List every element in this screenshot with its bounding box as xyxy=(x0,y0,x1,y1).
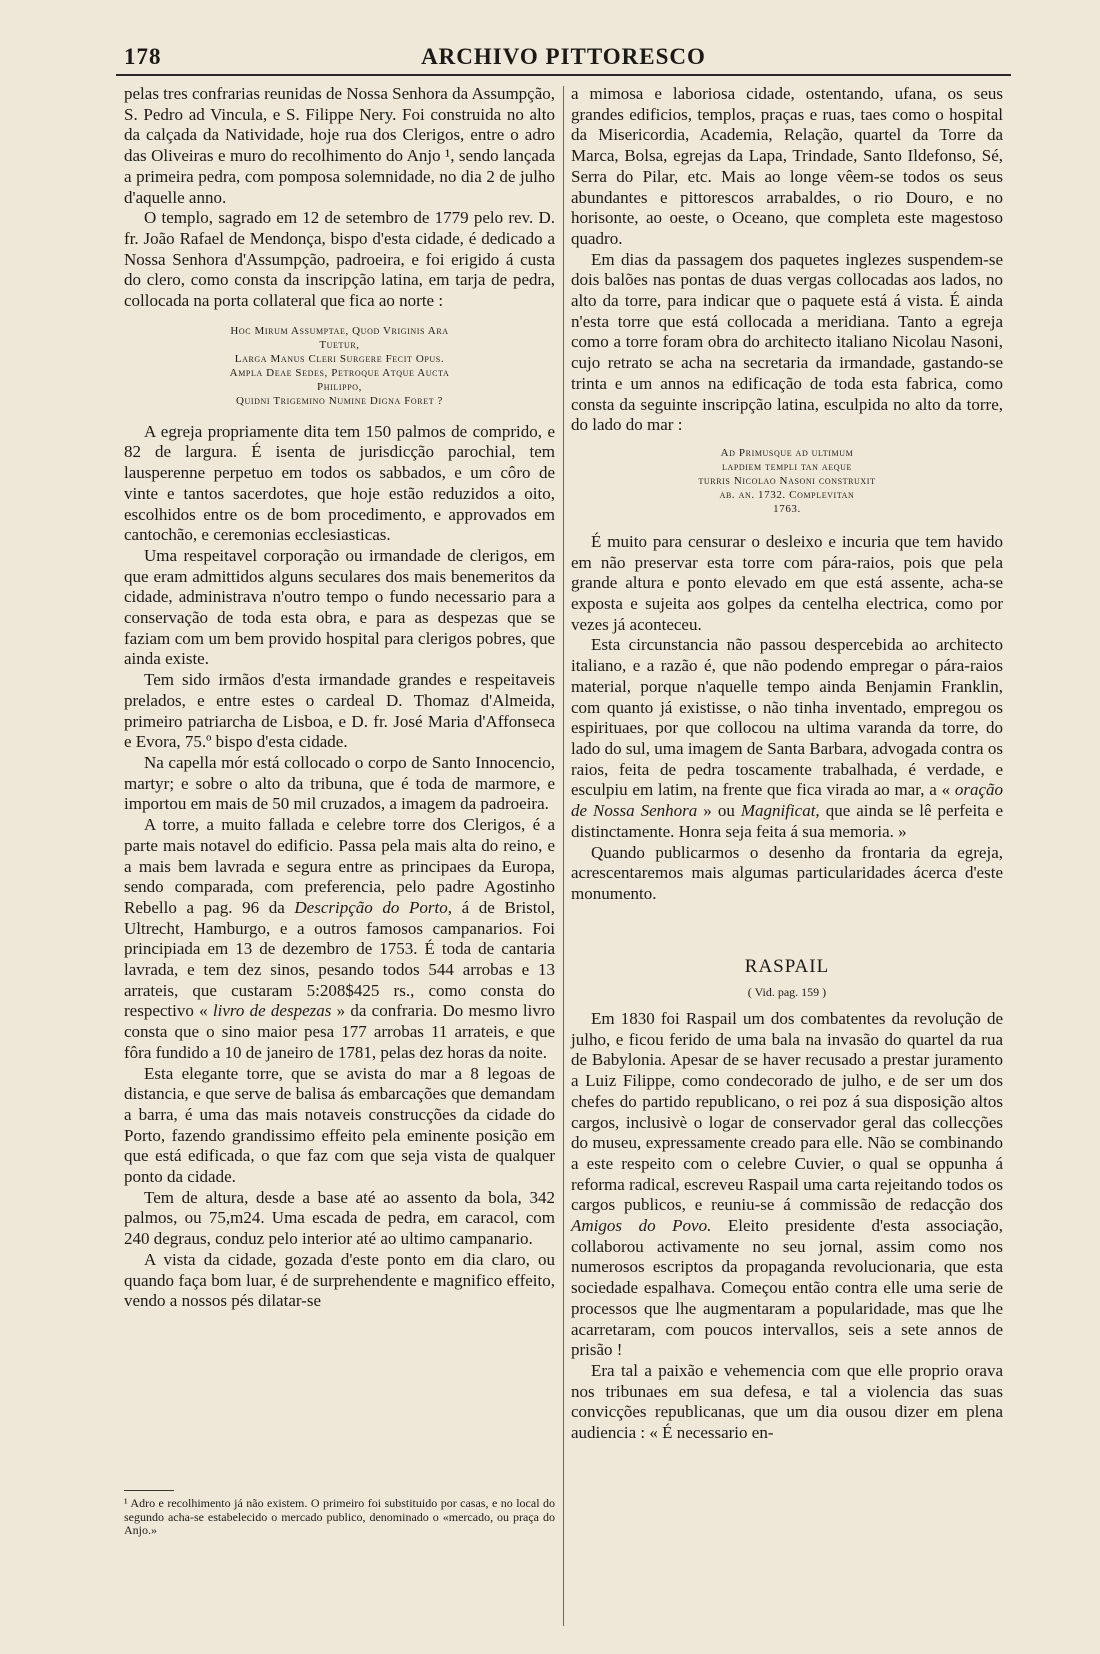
inscription-line: Ampla Deae Sedes, Petroque Atque Aucta xyxy=(229,366,450,379)
paragraph: Em dias da passagem dos paquetes inglezes suspendem-se dois balões nas pontas de duas vergas collocadas aos lados, no alto da torre, para indicar que o paquete está á vista. É ainda n'esta torre que está collocada a meridiana. Tanto a egreja como a torre foram obra do architecto italiano Nicolau Nasoni, cujo retrato se acha na secretaria da irmandade, gastando-se trinta e um annos na edificação de toda esta fabrica, como consta da seguinte inscripção latina, esculpida no alto da torre, do lado do mar : xyxy=(571,249,1003,435)
running-header xyxy=(116,40,1011,76)
paragraph: Era tal a paixão e vehemencia com que elle proprio orava nos tribunaes em sua defesa, e tal a violencia das suas convicções republicanas, que um dia ousou dizer em plena audiencia : « É necessario en- xyxy=(571,1360,1003,1443)
paragraph xyxy=(571,1009,1003,1361)
text-run: Eleito presidente d'esta associação, collaborou activamente no seu jornal, assim como nos numerosos escriptos da propaganda revolucionaria, que esta sociedade espalhava. Começou então contra elle uma serie de processos que lhe augmentaram a popularidade, mas que lhe acarretaram, com poucos intervallos, seis a sete annos de prisão ! xyxy=(571,1216,1003,1360)
inscription-line: 1763. xyxy=(773,502,801,515)
paragraph: Quando publicarmos o desenho da frontaria da egreja, acrescentaremos mais algumas particularidades ácerca d'este monumento. xyxy=(571,842,1003,903)
text-run: que ainda se lê perfeita e distinctamente. Honra seja feita á sua memoria. » xyxy=(571,801,1003,841)
section-title: RASPAIL xyxy=(744,955,830,977)
inscription-line: Larga Manus Cleri Surgere Fecit Opus. xyxy=(234,352,445,365)
latin-inscription xyxy=(132,324,547,408)
column-divider xyxy=(563,86,564,1626)
paragraph: Esta elegante torre, que se avista do mar a 8 legoas de distancia, e que serve de balisa ás embarcações que demandam a barra, é uma das mais notaveis construcções da cidade do Porto, fazendo grandissimo effeito pela eminente posição em que está edificada, o que faz com que seja vista de qualquer ponto da cidade. xyxy=(124,1063,555,1187)
italic-title: livro de despezas xyxy=(212,1001,332,1021)
text-run: A torre, a muito fallada e celebre torre dos Clerigos, é a parte mais notavel do edificio. Passa pela mais alta do reino, e a mais bem lavrada e segura entre as principaes da Europa, sendo comparada, com preferencia, pelo padre Agostinho Rebello a pag. 96 da xyxy=(124,815,555,917)
right-column xyxy=(571,84,1003,1444)
paragraph: Uma respeitavel corporação ou irmandade de clerigos, em que eram admittidos alguns seculares dos mais benemeritos da cidade, administrava n'outro tempo o fundo necessario para a conservação de toda esta obra, e para as despezas que se faziam com um bem provido hospital para clerigos pobres, que ainda existe. xyxy=(124,545,555,669)
page-number: 178 xyxy=(124,44,162,69)
inscription-line: Hoc Mirum Assumptae, Quod Vriginis Ara xyxy=(230,324,449,337)
paragraph: pelas tres confrarias reunidas de Nossa Senhora da Assumpção, S. Pedro ad Vincula, e S. Filippe Nery. Foi construida no alto da calçada da Natividade, hoje rua dos Clerigos, entre o adro das Oliveiras e muro do recolhimento do Anjo ¹, sendo lançada a primeira pedra, com pomposa solemnidade, no dia 2 de julho d'aquelle anno. xyxy=(124,84,556,207)
inscription-line: Quidni Trigemino Numine Digna Foret ? xyxy=(235,394,444,407)
paragraph: Na capella mór está collocado o corpo de Santo Innocencio, martyr; e sobre o alto da tribuna, que é toda de marmore, e importou em mais de 50 mil cruzados, a imagem da padroeira. xyxy=(124,752,555,814)
running-title: ARCHIVO PITTORESCO xyxy=(421,44,706,69)
latin-inscription xyxy=(611,446,963,516)
inscription-line: turris Nicolao Nasoni construxit xyxy=(698,474,876,487)
paragraph xyxy=(571,635,1003,842)
inscription-line: ab. an. 1732. Complevitan xyxy=(719,488,855,501)
text-run: Em 1830 foi Raspail um dos combatentes da revolução de julho, e ficou ferido de uma bala na invasão do quartel da rua de Babylonia. Apesar de se haver recusado a prestar juramento a Luiz Filippe, como condecorado de julho, e de ser um dos chefes do partido republicano, o rei poz á sua disposição altos cargos, inclusivè o logar de conservador geral das collecções do museu, expressamente creado para elle. Não se combinando a este respeito com o celebre Cuvier, o qual se oppunha á reforma radical, escreveu Raspail uma carta rejeitando todos os cargos publicos, e reuniu-se á commissão de redacção dos xyxy=(571,1009,1003,1215)
inscription-line: Tuetur, xyxy=(319,338,360,351)
paragraph: Tem de altura, desde a base até ao assento da bola, 342 palmos, ou 75,m24. Uma escada de pedra, em caracol, com 240 degraus, conduz pelo interior até ao ultimo campanario. xyxy=(124,1187,555,1249)
paragraph: a mimosa e laboriosa cidade, ostentando, ufana, os seus grandes edificios, templos, praças e ruas, taes como o hospital da Misericordia, Academia, Relação, quartel da Torre da Marca, Bolsa, egrejas da Lapa, Trindade, Santo Ildefonso, Sé, Serra do Pilar, etc. Mais ao longe vêem-se todos os seus abundantes e pittorescos arrabaldes, o rio Douro, e no horisonte, ao oeste, o Oceano, que completa este magestoso quadro. xyxy=(571,84,1003,248)
italic-title: Descripção do Porto, xyxy=(294,897,452,917)
paragraph xyxy=(124,815,555,1063)
section-reference: ( Vid. pag. 159 ) xyxy=(747,985,827,1000)
paragraph: É muito para censurar o desleixo e incuria que tem havido em não preservar esta torre com pára-raios, pois que pela grande altura e ponto elevado em que está assente, acha-se exposta e sujeita aos golpes da centelha electrica, como por vezes já aconteceu. xyxy=(571,531,1003,634)
italic-title: oração de Nossa Senhora xyxy=(571,780,1003,821)
text-run: » da confraria. Do mesmo livro consta que o sino maior pesa 177 arrobas 11 arrateis, e que fôra fundido a 10 de janeiro de 1781, pelas dez horas da noite. xyxy=(124,1001,555,1062)
paragraph: A egreja propriamente dita tem 150 palmos de comprido, e 82 de largura. É isenta de jurisdicção parochial, tem lausperenne perpetuo em todos os sabbados, e um côro de vinte e tantos sacerdotes, que hoje estão reduzidos a oito, escolhidos entre os de bom procedimento, e approvados em cantochão, e ceremonias ecclesiasticas. xyxy=(124,421,555,545)
inscription-line: lapdiem templi tan aeque xyxy=(722,460,852,473)
inscription-line: Ad Primusque ad ultimum xyxy=(720,446,854,459)
footnote: ¹ Adro e recolhimento já não existem. O primeiro foi substituido por casas, e no local do segundo acha-se estabelecido o mercado publico, denominado o «mercado, ou praça do Anjo.» xyxy=(124,1496,555,1537)
left-column xyxy=(124,84,555,1312)
text-run: á de Bristol, Ultrecht, Hamburgo, e a outros famosos campanarios. Foi principiada em 13 de dezembro de 1753. É toda de cantaria lavrada, e tem dez sinos, pesando todos 544 arrobas e 13 arrateis, que custaram 5:208$425 rs., como consta do respectivo « xyxy=(124,897,555,1021)
text-run: Esta circunstancia não passou despercebida ao architecto italiano, e a razão é, que não podendo empregar o pára-raios material, porque n'aquelle tempo ainda Benjamin Franklin, com quanto já existisse, o não tinha inventado, empregou os espirituaes, por que collocou na ultima varanda da torre, do lado do sul, uma imagem de Santa Barbara, advogada contra os raios, feita de pedra toscamente trabalhada, é verdade, e esculpiu em latim, na frente que fica virada ao mar, a « xyxy=(571,635,1003,800)
italic-title: Magnificat, xyxy=(740,801,820,821)
paragraph: A vista da cidade, gozada d'este ponto em dia claro, ou quando faça bom luar, é de surprehendente e magnifico effeito, vendo a nossos pés dilatar-se xyxy=(124,1249,555,1311)
text-run: » ou xyxy=(697,801,741,821)
paragraph: O templo, sagrado em 12 de setembro de 1779 pelo rev. D. fr. João Rafael de Mendonça, bispo d'esta cidade, é dedicado a Nossa Senhora d'Assumpção, padroeira, e foi erigido á custa do clero, como consta da inscripção latina, em tarja de pedra, collocada na porta collateral que fica ao norte : xyxy=(124,208,555,311)
paragraph: Tem sido irmãos d'esta irmandade grandes e respeitaveis prelados, e entre estes o cardeal D. Thomaz d'Almeida, primeiro patriarcha de Lisboa, e D. fr. José Maria d'Affonseca e Evora, 75.º bispo d'esta cidade. xyxy=(124,670,555,752)
inscription-line: Philippo, xyxy=(317,380,362,393)
italic-title: Amigos do Povo. xyxy=(571,1216,712,1236)
footnote-rule xyxy=(124,1490,174,1491)
